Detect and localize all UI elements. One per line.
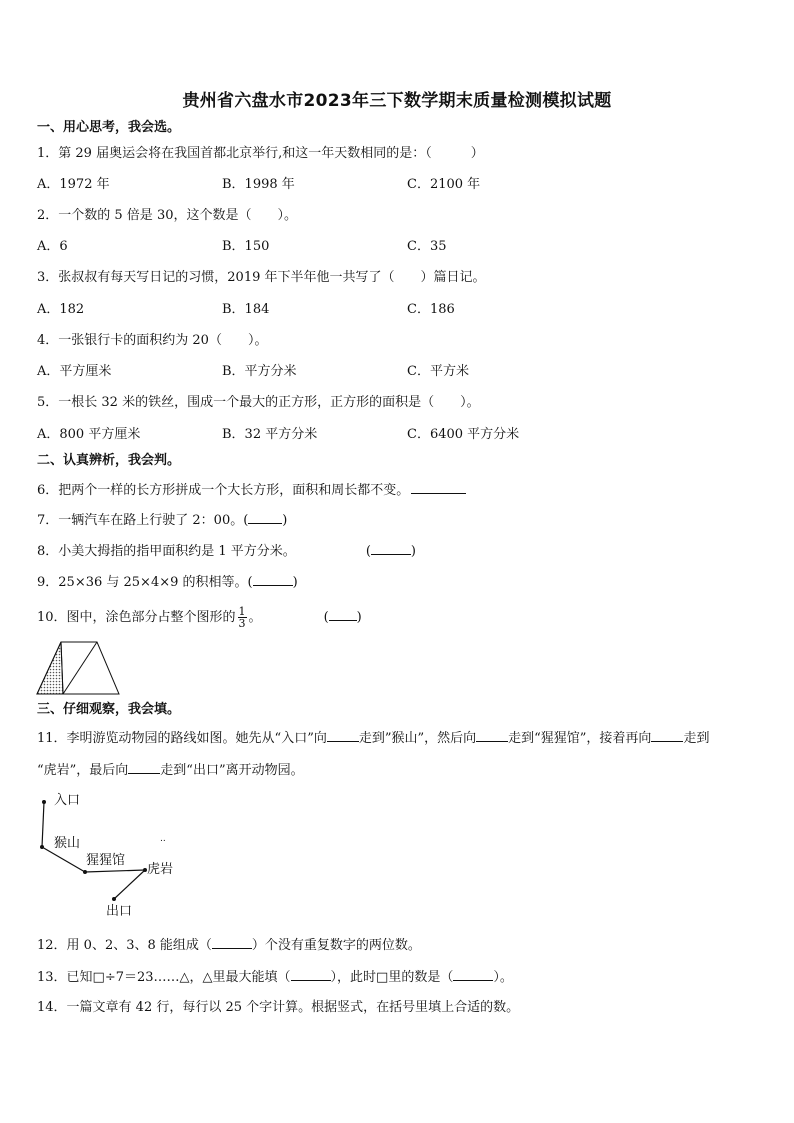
q4-option-b: B．平方分米 xyxy=(222,364,297,379)
q2-option-b: B．150 xyxy=(222,239,270,254)
trapezoid-divider-2 xyxy=(63,642,97,694)
q3-option-b: B．184 xyxy=(222,302,270,317)
q11-part-6: 走到“出口”离开动物园。 xyxy=(160,763,304,778)
question-10 xyxy=(37,603,362,633)
q13-answer-blank-2[interactable] xyxy=(453,967,493,981)
question-7 xyxy=(37,510,287,529)
question-13 xyxy=(37,967,513,986)
question-11-line-2 xyxy=(37,760,304,779)
question-8 xyxy=(37,541,416,560)
map-label-tiger: 虎岩 xyxy=(147,862,174,877)
question-5: 5．一根长 32 米的铁丝，围成一个最大的正方形，正方形的面积是（ ）。 xyxy=(37,395,480,410)
q10-tail: 。 xyxy=(248,610,262,625)
q5-option-c: C．6400 平方分米 xyxy=(407,427,520,442)
question-14: 14．一篇文章有 42 行，每行以 25 个字计算。根据竖式，在括号里填上合适的数。 xyxy=(37,1000,520,1015)
q11-blank-4[interactable] xyxy=(128,760,160,774)
q11-part-4: 走到 xyxy=(683,731,710,746)
fraction-one-third: $\frac{1}{3}$ xyxy=(238,605,246,630)
question-12 xyxy=(37,935,421,954)
q8-answer-blank[interactable] xyxy=(371,541,411,555)
section-heading-fill: 三、仔细观察，我会填。 xyxy=(37,702,181,717)
q8-text: 8．小美大拇指的指甲面积约是 1 平方分米。 xyxy=(37,544,296,559)
q5-option-b: B．32 平方分米 xyxy=(222,427,318,442)
q13-post: ）。 xyxy=(493,970,513,985)
question-6 xyxy=(37,480,466,499)
q11-part-5: “虎岩”，最后向 xyxy=(37,763,129,778)
q1-option-a: A．1972 年 xyxy=(37,177,110,192)
q2-option-c: C．35 xyxy=(407,239,447,254)
question-1: 1．第 29 届奥运会将在我国首都北京举行,和这一年天数相同的是：（ ） xyxy=(37,146,484,161)
question-3: 3．张叔叔有每天写日记的习惯，2019 年下半年他一共写了（ ）篇日记。 xyxy=(37,270,486,285)
section-heading-judge: 二、认真辨析，我会判。 xyxy=(37,453,181,468)
q12-pre: 12．用 0、2、3、8 能组成（ xyxy=(37,938,212,953)
map-label-gorilla: 猩猩馆 xyxy=(86,853,126,868)
q12-answer-blank[interactable] xyxy=(212,935,252,949)
q8-close: ) xyxy=(410,544,416,559)
q6-text: 6．把两个一样的长方形拼成一个大长方形，面积和周长都不变。 xyxy=(37,483,410,498)
q7-close: ) xyxy=(282,513,288,528)
q1-option-b: B．1998 年 xyxy=(222,177,295,192)
q10-trapezoid-figure xyxy=(37,638,127,698)
page-title: 贵州省六盘水市2023年三下数学期末质量检测模拟试题 xyxy=(182,91,612,111)
q9-close: ) xyxy=(292,575,298,590)
node-exit xyxy=(112,897,116,901)
q13-answer-blank-1[interactable] xyxy=(291,967,331,981)
q11-part-3: 走到“猩猩馆”，接着再向 xyxy=(508,731,652,746)
q13-pre: 13．已知□÷7＝23……△，△里最大能填（ xyxy=(37,970,291,985)
q10-text: 10．图中，涂色部分占整个图形的 xyxy=(37,610,236,625)
section-heading-choice: 一、用心思考，我会选。 xyxy=(37,120,181,135)
q9-text: 9．25×36 与 25×4×9 的积相等。( xyxy=(37,575,253,590)
q9-answer-blank[interactable] xyxy=(253,572,293,586)
q11-blank-1[interactable] xyxy=(327,728,359,742)
q7-answer-blank[interactable] xyxy=(248,510,282,524)
question-9 xyxy=(37,572,298,591)
q2-option-a: A．6 xyxy=(37,239,68,254)
question-11-line-1 xyxy=(37,728,709,747)
q6-answer-blank[interactable] xyxy=(411,480,466,494)
map-label-exit: 出口 xyxy=(106,904,133,919)
route-gorilla-to-tiger xyxy=(85,870,145,872)
q11-part-1: 11．李明游览动物园的路线如图。她先从“入口”向 xyxy=(37,731,327,746)
map-stray-dots: .. xyxy=(160,834,166,844)
node-entrance xyxy=(42,800,46,804)
map-label-monkey: 猴山 xyxy=(54,836,81,851)
map-label-entrance: 入口 xyxy=(54,793,81,808)
question-2: 2．一个数的 5 倍是 30，这个数是（ ）。 xyxy=(37,208,297,223)
q12-post: ）个没有重复数字的两位数。 xyxy=(251,938,421,953)
q3-option-c: C．186 xyxy=(407,302,455,317)
q7-text: 7．一辆汽车在路上行驶了 2：00。( xyxy=(37,513,249,528)
q4-option-a: A．平方厘米 xyxy=(37,364,112,379)
q10-close: ) xyxy=(356,610,362,625)
q8-open: ( xyxy=(365,544,371,559)
q13-mid: ），此时□里的数是（ xyxy=(330,970,454,985)
q11-blank-2[interactable] xyxy=(476,728,508,742)
q5-option-a: A．800 平方厘米 xyxy=(37,427,141,442)
q10-open: ( xyxy=(323,610,329,625)
question-4: 4．一张银行卡的面积约为 20（ ）。 xyxy=(37,333,268,348)
q1-option-c: C．2100 年 xyxy=(407,177,481,192)
q10-answer-blank[interactable] xyxy=(329,607,357,621)
node-gorilla xyxy=(83,870,87,874)
q4-option-c: C．平方米 xyxy=(407,364,469,379)
node-monkey xyxy=(40,845,44,849)
route-tiger-to-exit xyxy=(114,870,145,899)
q11-blank-3[interactable] xyxy=(651,728,683,742)
route-entrance-to-monkey xyxy=(42,802,44,847)
q11-part-2: 走到”猴山”，然后向 xyxy=(358,731,477,746)
q3-option-a: A．182 xyxy=(37,302,85,317)
